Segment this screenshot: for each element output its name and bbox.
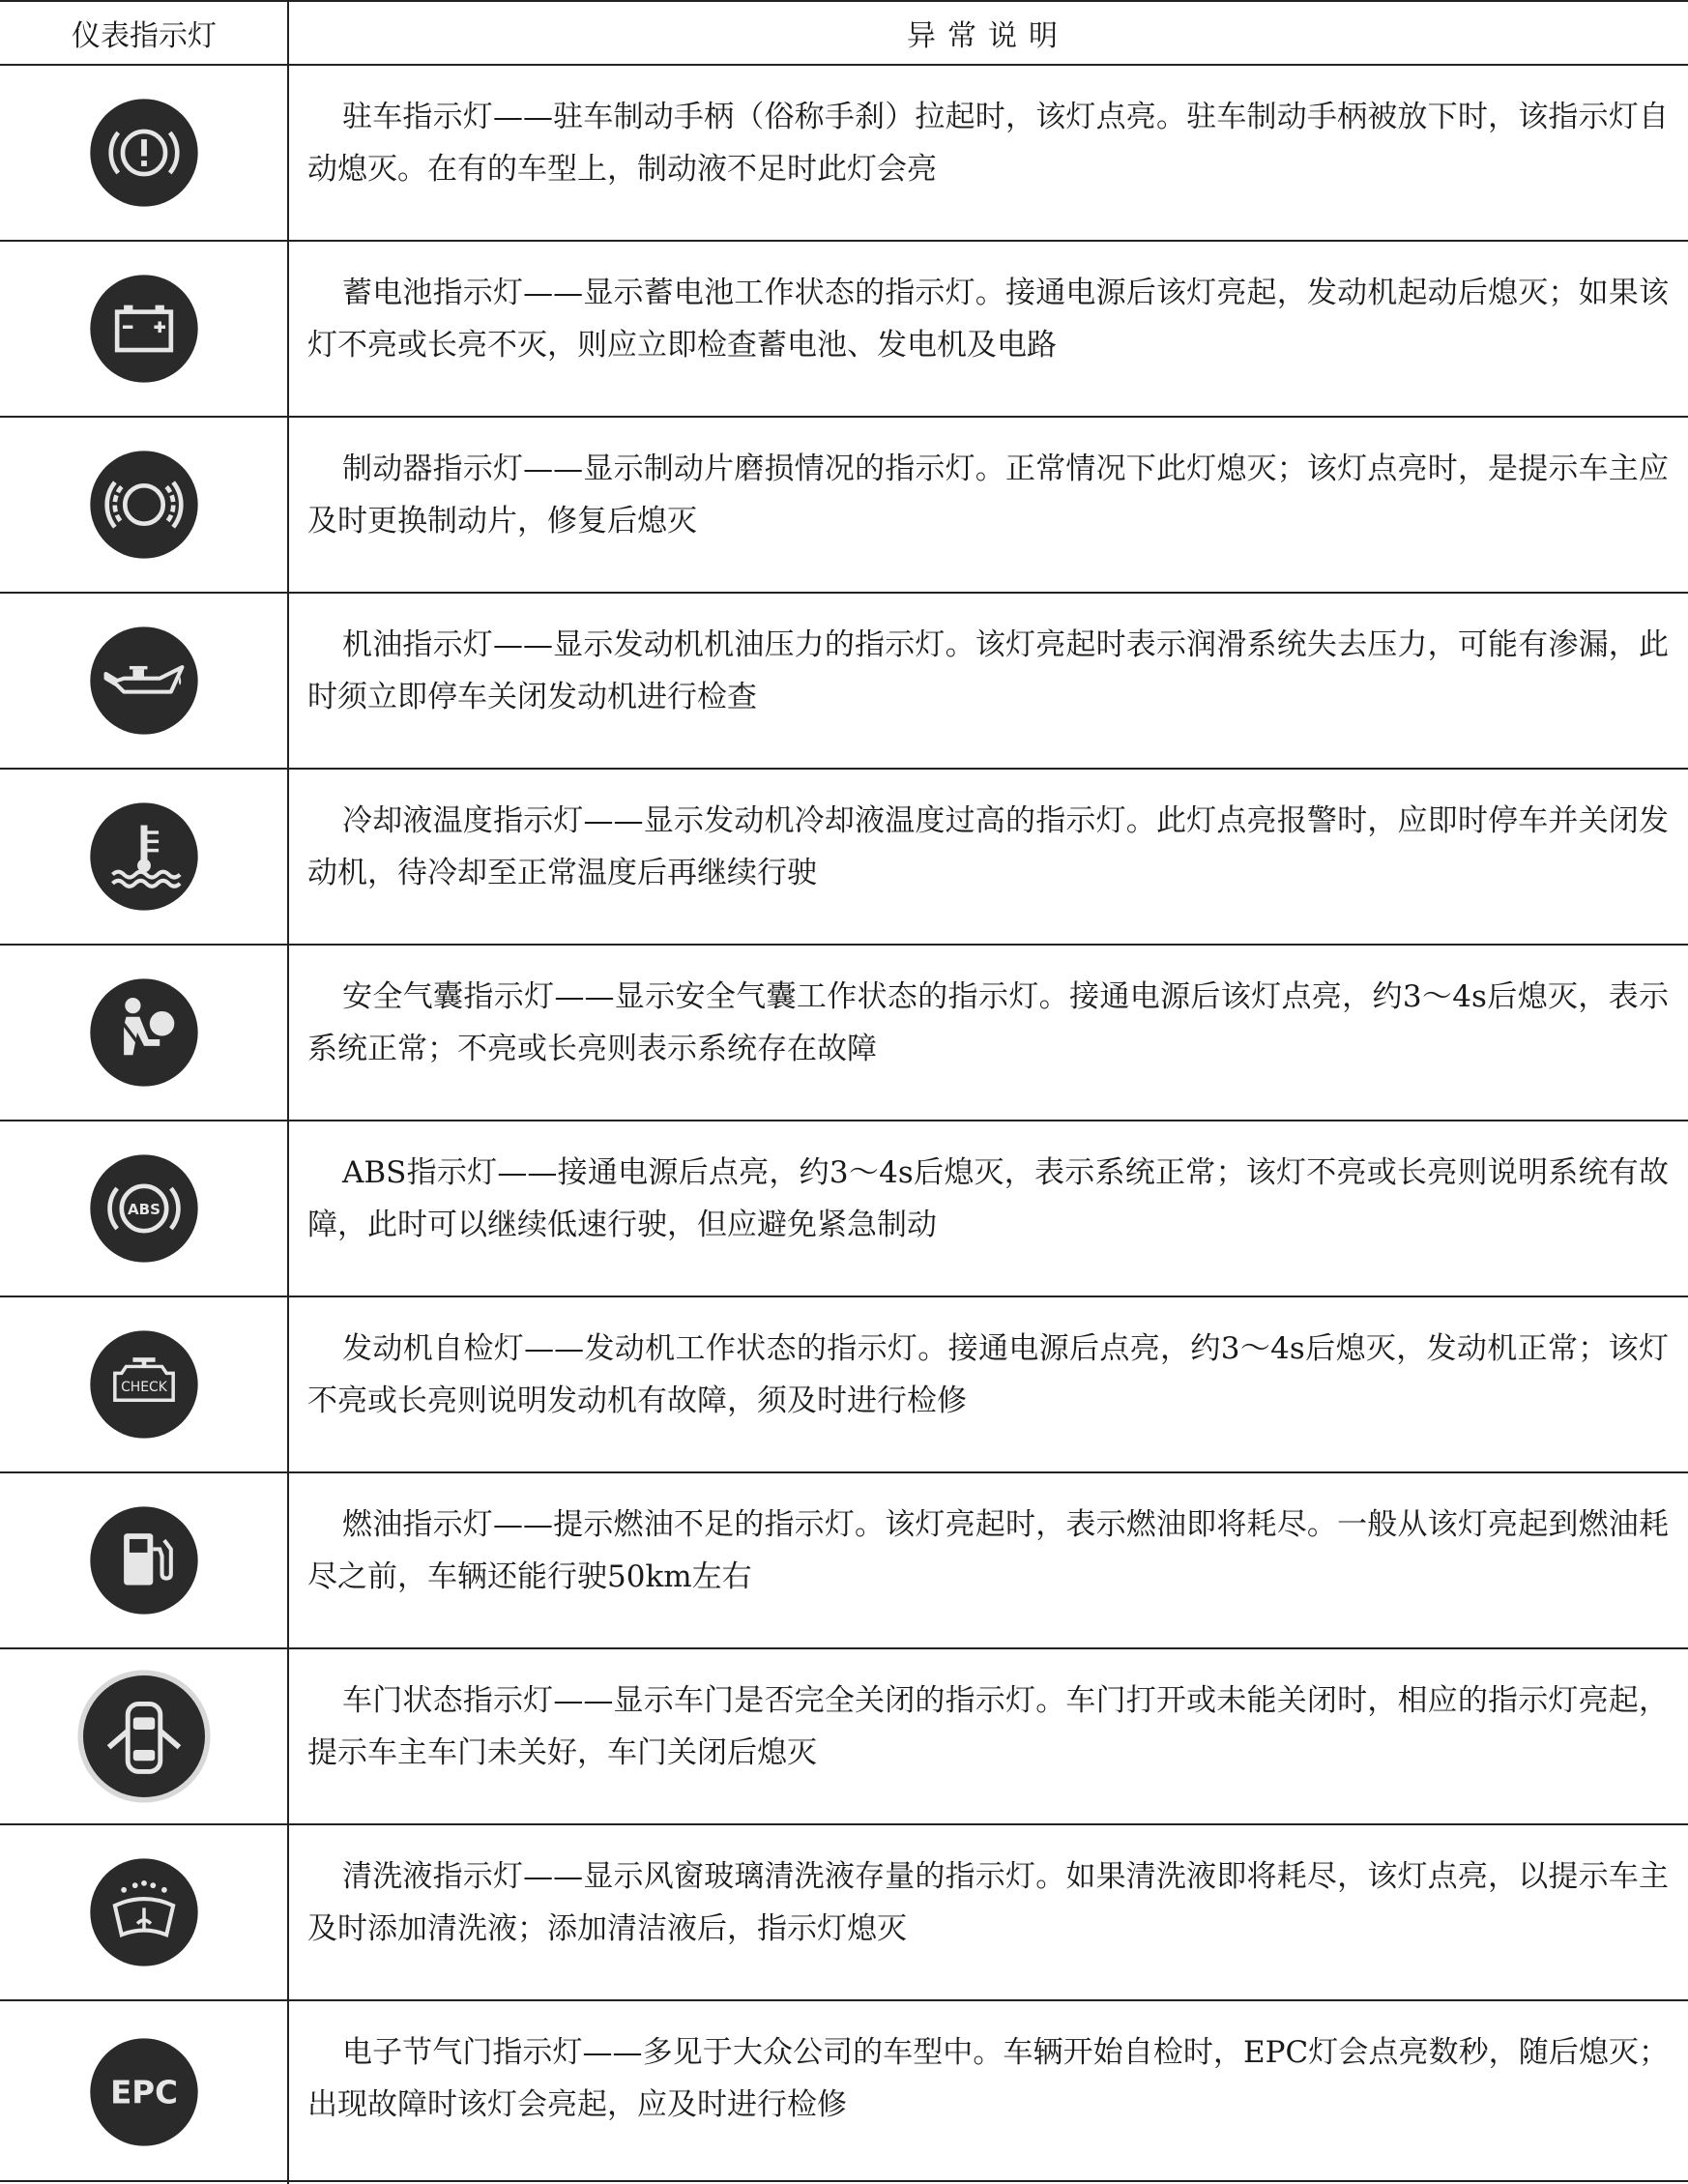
epc-icon (88, 2036, 200, 2148)
row-description: 蓄电池指示灯——显示蓄电池工作状态的指示灯。接通电源后该灯亮起，发动机起动后熄灭；如果该灯不亮或长亮不灭，则应立即检查蓄电池、发电机及电路 (307, 276, 1669, 363)
header-indicator: 仪表指示灯 (72, 19, 217, 53)
abs-icon (88, 1152, 200, 1265)
table-header (0, 2, 1688, 66)
row-description: 冷却液温度指示灯——显示发动机冷却液温度过高的指示灯。此灯点亮报警时，应即时停车并关闭发动机，待冷却至正常温度后再继续行驶 (307, 803, 1669, 890)
table-row (0, 946, 1688, 1121)
row-description: 燃油指示灯——提示燃油不足的指示灯。该灯亮起时，表示燃油即将耗尽。一般从该灯亮起到燃油耗尽之前，车辆还能行驶50km左右 (307, 1507, 1669, 1594)
svg-text:ABS: ABS (127, 1200, 161, 1218)
table-row (0, 1121, 1688, 1297)
table-row (0, 1649, 1688, 1825)
row-description: 清洗液指示灯——显示风窗玻璃清洗液存量的指示灯。如果清洗液即将耗尽，该灯点亮，以提示车主及时添加清洗液；添加清洁液后，指示灯熄灭 (307, 1859, 1669, 1946)
table-row (0, 66, 1688, 242)
table-row (0, 418, 1688, 594)
header-description: 异常说明 (907, 19, 1069, 53)
row-description: ABS指示灯——接通电源后点亮，约3～4s后熄灭，表示系统正常；该灯不亮或长亮则说明系统有故障，此时可以继续低速行驶，但应避免紧急制动 (307, 1155, 1669, 1242)
row-description: 车门状态指示灯——显示车门是否完全关闭的指示灯。车门打开或未能关闭时，相应的指示灯亮起，提示车主车门未关好，车门关闭后熄灭 (307, 1683, 1669, 1770)
door-open-icon (76, 1669, 212, 1804)
row-description: 电子节气门指示灯——多见于大众公司的车型中。车辆开始自检时，EPC灯会点亮数秒，随后熄灭；出现故障时该灯会亮起，应及时进行检修 (307, 2035, 1669, 2122)
table-row (0, 1473, 1688, 1649)
washer-fluid-icon (88, 1856, 200, 1968)
row-description: 制动器指示灯——显示制动片磨损情况的指示灯。正常情况下此灯熄灭；该灯点亮时，是提示车主应及时更换制动片，修复后熄灭 (307, 451, 1669, 539)
table-row (0, 2001, 1688, 2182)
row-description: 机油指示灯——显示发动机机油压力的指示灯。该灯亮起时表示润滑系统失去压力，可能有渗漏，此时须立即停车关闭发动机进行检查 (307, 627, 1669, 714)
brake-pad-wear-icon (88, 449, 200, 561)
table-row (0, 1825, 1688, 2001)
row-description: 安全气囊指示灯——显示安全气囊工作状态的指示灯。接通电源后该灯点亮，约3～4s后熄灭，表示系统正常；不亮或长亮则表示系统存在故障 (307, 979, 1669, 1066)
airbag-icon (88, 976, 200, 1089)
svg-text:EPC: EPC (110, 2074, 178, 2111)
coolant-temperature-icon (88, 801, 200, 913)
row-description: 驻车指示灯——驻车制动手柄（俗称手刹）拉起时，该灯点亮。驻车制动手柄被放下时，该指示灯自动熄灭。在有的车型上，制动液不足时此灯会亮 (307, 100, 1669, 187)
svg-text:CHECK: CHECK (121, 1379, 167, 1395)
fuel-icon (88, 1504, 200, 1616)
oil-pressure-icon (88, 625, 200, 737)
table-row (0, 1297, 1688, 1473)
table-row (0, 242, 1688, 418)
check-engine-icon (88, 1328, 200, 1441)
row-description: 发动机自检灯——发动机工作状态的指示灯。接通电源后点亮，约3～4s后熄灭，发动机正常；该灯不亮或长亮则说明发动机有故障，须及时进行检修 (307, 1331, 1669, 1418)
battery-icon (88, 273, 200, 385)
parking-brake-icon (88, 97, 200, 209)
table-row (0, 594, 1688, 770)
table-row (0, 770, 1688, 946)
